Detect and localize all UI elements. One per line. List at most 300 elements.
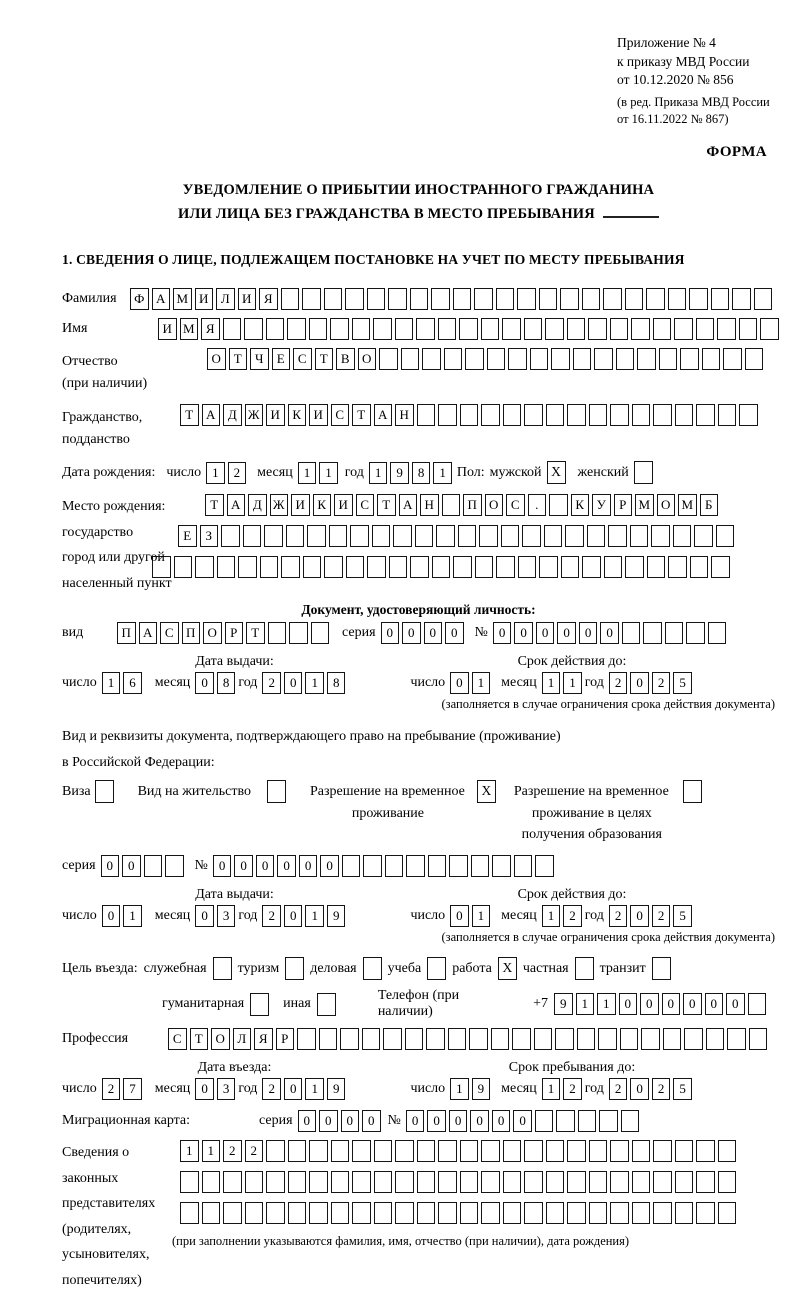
char-cell-empty[interactable] — [610, 1140, 629, 1162]
char-cell-filled[interactable]: У — [592, 494, 611, 516]
char-cell-empty[interactable] — [479, 525, 498, 547]
char-cell-filled[interactable]: 0 — [579, 622, 598, 644]
char-cell-empty[interactable] — [546, 1140, 565, 1162]
char-cell-filled[interactable]: 0 — [213, 855, 232, 877]
char-cell-filled[interactable]: 0 — [102, 905, 121, 927]
char-cell-filled[interactable]: 0 — [493, 622, 512, 644]
citizenship-cells[interactable] — [180, 404, 761, 426]
char-cell-empty[interactable] — [518, 556, 537, 578]
char-cell-empty[interactable] — [696, 318, 715, 340]
char-cell-filled[interactable]: А — [202, 404, 221, 426]
char-cell-filled[interactable]: С — [356, 494, 375, 516]
char-cell-empty[interactable] — [567, 1171, 586, 1193]
char-cell-filled[interactable]: 0 — [284, 1078, 303, 1100]
char-cell-filled[interactable]: И — [334, 494, 353, 516]
char-cell-empty[interactable] — [458, 525, 477, 547]
char-cell-empty[interactable] — [643, 622, 662, 644]
char-cell-empty[interactable] — [410, 556, 429, 578]
char-cell-empty[interactable] — [362, 1028, 381, 1050]
char-cell-filled[interactable]: 0 — [195, 672, 214, 694]
char-cell-filled[interactable]: 0 — [402, 622, 421, 644]
char-cell-filled[interactable]: И — [266, 404, 285, 426]
char-cell-empty[interactable] — [416, 318, 435, 340]
char-cell-empty[interactable] — [438, 1171, 457, 1193]
char-cell-filled[interactable]: . — [528, 494, 547, 516]
char-cell-empty[interactable] — [449, 855, 468, 877]
char-cell-filled[interactable]: С — [293, 348, 312, 370]
char-cell-empty[interactable] — [309, 1202, 328, 1224]
char-cell-empty[interactable] — [415, 525, 434, 547]
char-cell-filled[interactable]: Д — [223, 404, 242, 426]
char-cell-filled[interactable]: Р — [614, 494, 633, 516]
char-cell-empty[interactable] — [460, 1140, 479, 1162]
char-cell-empty[interactable] — [718, 1171, 737, 1193]
char-cell-empty[interactable] — [481, 1171, 500, 1193]
char-cell-empty[interactable] — [350, 525, 369, 547]
char-cell-empty[interactable] — [453, 556, 472, 578]
char-cell-empty[interactable] — [641, 1028, 660, 1050]
doc-issue-month[interactable] — [195, 672, 238, 694]
char-cell-empty[interactable] — [202, 1202, 221, 1224]
char-cell-empty[interactable] — [534, 1028, 553, 1050]
char-cell-filled[interactable]: 0 — [424, 622, 443, 644]
char-cell-filled[interactable]: 0 — [234, 855, 253, 877]
doc-expiry-year[interactable] — [609, 672, 695, 694]
char-cell-empty[interactable] — [245, 1202, 264, 1224]
char-cell-empty[interactable] — [565, 525, 584, 547]
char-cell-filled[interactable]: 0 — [299, 855, 318, 877]
char-cell-filled[interactable]: Т — [205, 494, 224, 516]
char-cell-filled[interactable]: 0 — [362, 1110, 381, 1132]
char-cell-empty[interactable] — [352, 1140, 371, 1162]
char-cell-empty[interactable] — [374, 1202, 393, 1224]
representatives-cells-row2[interactable] — [180, 1171, 739, 1193]
char-cell-filled[interactable]: О — [211, 1028, 230, 1050]
char-cell-empty[interactable] — [663, 1028, 682, 1050]
char-cell-empty[interactable] — [589, 1171, 608, 1193]
char-cell-filled[interactable]: 1 — [123, 905, 142, 927]
birthplace-cells-row2[interactable] — [178, 525, 737, 547]
char-cell-empty[interactable] — [174, 556, 193, 578]
char-cell-empty[interactable] — [438, 318, 457, 340]
char-cell-filled[interactable]: 9 — [554, 993, 573, 1015]
char-cell-empty[interactable] — [684, 1028, 703, 1050]
char-cell-empty[interactable] — [459, 318, 478, 340]
char-cell-empty[interactable] — [723, 348, 742, 370]
char-cell-empty[interactable] — [594, 348, 613, 370]
purpose-study-checkbox[interactable] — [427, 957, 446, 980]
char-cell-empty[interactable] — [388, 288, 407, 310]
char-cell-empty[interactable] — [675, 404, 694, 426]
char-cell-empty[interactable] — [481, 1202, 500, 1224]
char-cell-empty[interactable] — [217, 556, 236, 578]
char-cell-empty[interactable] — [717, 318, 736, 340]
char-cell-empty[interactable] — [496, 288, 515, 310]
char-cell-empty[interactable] — [319, 1028, 338, 1050]
birth-month-cells[interactable] — [298, 462, 341, 484]
char-cell-filled[interactable]: 0 — [450, 672, 469, 694]
residence-permit-checkbox[interactable] — [267, 780, 286, 803]
char-cell-empty[interactable] — [288, 1202, 307, 1224]
char-cell-empty[interactable] — [324, 288, 343, 310]
residence-issue-year[interactable] — [262, 905, 348, 927]
char-cell-filled[interactable]: 2 — [609, 672, 628, 694]
char-cell-filled[interactable]: 2 — [652, 1078, 671, 1100]
char-cell-empty[interactable] — [610, 404, 629, 426]
char-cell-filled[interactable]: Ф — [130, 288, 149, 310]
char-cell-empty[interactable] — [144, 855, 163, 877]
char-cell-empty[interactable] — [610, 318, 629, 340]
char-cell-empty[interactable] — [438, 1140, 457, 1162]
char-cell-filled[interactable]: 8 — [412, 462, 431, 484]
char-cell-empty[interactable] — [546, 1171, 565, 1193]
char-cell-empty[interactable] — [620, 1028, 639, 1050]
char-cell-filled[interactable]: Я — [254, 1028, 273, 1050]
sex-male-checkbox[interactable]: X — [547, 461, 566, 484]
char-cell-empty[interactable] — [560, 288, 579, 310]
purpose-other-checkbox[interactable] — [317, 993, 336, 1016]
char-cell-empty[interactable] — [324, 556, 343, 578]
char-cell-filled[interactable]: 2 — [262, 1078, 281, 1100]
surname-cells[interactable] — [130, 288, 775, 310]
char-cell-empty[interactable] — [621, 1110, 640, 1132]
temp-residence-checkbox[interactable]: X — [477, 780, 496, 803]
char-cell-empty[interactable] — [625, 288, 644, 310]
temp-residence-edu-checkbox[interactable] — [683, 780, 702, 803]
char-cell-empty[interactable] — [342, 855, 361, 877]
char-cell-filled[interactable]: 0 — [630, 672, 649, 694]
char-cell-filled[interactable]: С — [160, 622, 179, 644]
char-cell-filled[interactable]: П — [182, 622, 201, 644]
doc-kind-cells[interactable] — [117, 622, 332, 644]
char-cell-filled[interactable]: 5 — [673, 1078, 692, 1100]
char-cell-filled[interactable]: 3 — [217, 1078, 236, 1100]
char-cell-empty[interactable] — [739, 318, 758, 340]
char-cell-filled[interactable]: 0 — [557, 622, 576, 644]
char-cell-filled[interactable]: 3 — [217, 905, 236, 927]
purpose-private-checkbox[interactable] — [575, 957, 594, 980]
char-cell-empty[interactable] — [545, 318, 564, 340]
char-cell-empty[interactable] — [673, 525, 692, 547]
residence-expiry-year[interactable] — [609, 905, 695, 927]
char-cell-filled[interactable]: Р — [276, 1028, 295, 1050]
char-cell-filled[interactable]: 1 — [450, 1078, 469, 1100]
char-cell-empty[interactable] — [653, 318, 672, 340]
residence-number-cells[interactable] — [213, 855, 557, 877]
char-cell-empty[interactable] — [501, 525, 520, 547]
char-cell-filled[interactable]: К — [571, 494, 590, 516]
char-cell-empty[interactable] — [610, 1202, 629, 1224]
char-cell-filled[interactable]: 0 — [195, 905, 214, 927]
char-cell-empty[interactable] — [659, 348, 678, 370]
char-cell-filled[interactable]: 9 — [327, 1078, 346, 1100]
char-cell-empty[interactable] — [745, 348, 764, 370]
char-cell-empty[interactable] — [647, 556, 666, 578]
char-cell-empty[interactable] — [288, 1140, 307, 1162]
char-cell-empty[interactable] — [651, 525, 670, 547]
char-cell-empty[interactable] — [289, 622, 308, 644]
char-cell-empty[interactable] — [674, 318, 693, 340]
char-cell-filled[interactable]: А — [399, 494, 418, 516]
char-cell-empty[interactable] — [481, 318, 500, 340]
char-cell-filled[interactable]: 1 — [472, 672, 491, 694]
char-cell-filled[interactable]: Л — [216, 288, 235, 310]
char-cell-empty[interactable] — [696, 1140, 715, 1162]
char-cell-empty[interactable] — [653, 1202, 672, 1224]
char-cell-filled[interactable]: 1 — [542, 905, 561, 927]
char-cell-empty[interactable] — [438, 1202, 457, 1224]
char-cell-empty[interactable] — [223, 1171, 242, 1193]
char-cell-filled[interactable]: 2 — [563, 905, 582, 927]
char-cell-filled[interactable]: 0 — [298, 1110, 317, 1132]
char-cell-empty[interactable] — [632, 1171, 651, 1193]
char-cell-empty[interactable] — [690, 556, 709, 578]
char-cell-empty[interactable] — [309, 1140, 328, 1162]
char-cell-filled[interactable]: Е — [272, 348, 291, 370]
char-cell-filled[interactable]: 0 — [341, 1110, 360, 1132]
char-cell-empty[interactable] — [363, 855, 382, 877]
char-cell-filled[interactable]: К — [288, 404, 307, 426]
char-cell-empty[interactable] — [395, 318, 414, 340]
char-cell-empty[interactable] — [711, 556, 730, 578]
representatives-cells-row1[interactable] — [180, 1140, 739, 1162]
char-cell-empty[interactable] — [432, 556, 451, 578]
char-cell-filled[interactable]: 0 — [427, 1110, 446, 1132]
char-cell-empty[interactable] — [696, 1202, 715, 1224]
char-cell-filled[interactable]: 0 — [284, 905, 303, 927]
char-cell-empty[interactable] — [539, 288, 558, 310]
entry-day[interactable] — [102, 1078, 145, 1100]
char-cell-filled[interactable]: Т — [190, 1028, 209, 1050]
char-cell-filled[interactable]: 0 — [630, 905, 649, 927]
char-cell-empty[interactable] — [180, 1171, 199, 1193]
char-cell-empty[interactable] — [630, 525, 649, 547]
char-cell-empty[interactable] — [668, 556, 687, 578]
char-cell-empty[interactable] — [266, 1171, 285, 1193]
char-cell-filled[interactable]: В — [336, 348, 355, 370]
purpose-transit-checkbox[interactable] — [652, 957, 671, 980]
char-cell-empty[interactable] — [417, 1140, 436, 1162]
char-cell-empty[interactable] — [492, 855, 511, 877]
char-cell-filled[interactable]: 0 — [319, 1110, 338, 1132]
birth-day-cells[interactable] — [206, 462, 249, 484]
char-cell-filled[interactable]: 0 — [662, 993, 681, 1015]
char-cell-filled[interactable]: С — [331, 404, 350, 426]
char-cell-empty[interactable] — [665, 622, 684, 644]
char-cell-filled[interactable]: С — [168, 1028, 187, 1050]
char-cell-empty[interactable] — [268, 622, 287, 644]
char-cell-filled[interactable]: 2 — [563, 1078, 582, 1100]
char-cell-empty[interactable] — [266, 1140, 285, 1162]
char-cell-filled[interactable]: 0 — [195, 1078, 214, 1100]
char-cell-empty[interactable] — [567, 318, 586, 340]
char-cell-empty[interactable] — [546, 1202, 565, 1224]
char-cell-empty[interactable] — [616, 348, 635, 370]
phone-cells[interactable] — [554, 993, 769, 1015]
char-cell-filled[interactable]: 0 — [536, 622, 555, 644]
char-cell-filled[interactable]: 1 — [563, 672, 582, 694]
char-cell-empty[interactable] — [243, 525, 262, 547]
char-cell-empty[interactable] — [706, 1028, 725, 1050]
char-cell-filled[interactable]: 0 — [470, 1110, 489, 1132]
char-cell-empty[interactable] — [460, 1202, 479, 1224]
char-cell-filled[interactable]: 9 — [327, 905, 346, 927]
char-cell-empty[interactable] — [632, 1202, 651, 1224]
char-cell-empty[interactable] — [286, 525, 305, 547]
char-cell-filled[interactable]: 8 — [327, 672, 346, 694]
char-cell-empty[interactable] — [749, 1028, 768, 1050]
char-cell-filled[interactable]: Н — [395, 404, 414, 426]
char-cell-empty[interactable] — [502, 318, 521, 340]
char-cell-filled[interactable]: 0 — [284, 672, 303, 694]
char-cell-empty[interactable] — [524, 1140, 543, 1162]
char-cell-empty[interactable] — [417, 1171, 436, 1193]
char-cell-filled[interactable]: М — [635, 494, 654, 516]
char-cell-empty[interactable] — [266, 318, 285, 340]
char-cell-filled[interactable]: А — [139, 622, 158, 644]
char-cell-empty[interactable] — [625, 556, 644, 578]
char-cell-empty[interactable] — [696, 1171, 715, 1193]
char-cell-empty[interactable] — [165, 855, 184, 877]
char-cell-empty[interactable] — [202, 1171, 221, 1193]
char-cell-filled[interactable]: 5 — [673, 905, 692, 927]
char-cell-filled[interactable]: 0 — [122, 855, 141, 877]
char-cell-filled[interactable]: Я — [259, 288, 278, 310]
char-cell-empty[interactable] — [367, 556, 386, 578]
char-cell-empty[interactable] — [471, 855, 490, 877]
char-cell-empty[interactable] — [503, 1140, 522, 1162]
char-cell-empty[interactable] — [352, 318, 371, 340]
char-cell-empty[interactable] — [302, 288, 321, 310]
char-cell-empty[interactable] — [223, 1202, 242, 1224]
char-cell-empty[interactable] — [340, 1028, 359, 1050]
char-cell-empty[interactable] — [309, 318, 328, 340]
char-cell-empty[interactable] — [535, 855, 554, 877]
doc-expiry-month[interactable] — [542, 672, 585, 694]
char-cell-empty[interactable] — [474, 288, 493, 310]
char-cell-filled[interactable]: 2 — [652, 672, 671, 694]
char-cell-empty[interactable] — [405, 1028, 424, 1050]
char-cell-filled[interactable]: 0 — [450, 905, 469, 927]
char-cell-empty[interactable] — [481, 1140, 500, 1162]
profession-cells[interactable] — [168, 1028, 770, 1050]
char-cell-filled[interactable]: 2 — [262, 905, 281, 927]
char-cell-empty[interactable] — [653, 1171, 672, 1193]
char-cell-filled[interactable]: Р — [225, 622, 244, 644]
char-cell-empty[interactable] — [610, 1171, 629, 1193]
char-cell-empty[interactable] — [675, 1171, 694, 1193]
char-cell-empty[interactable] — [195, 556, 214, 578]
char-cell-empty[interactable] — [331, 1171, 350, 1193]
char-cell-filled[interactable]: Ж — [245, 404, 264, 426]
char-cell-empty[interactable] — [180, 1202, 199, 1224]
char-cell-empty[interactable] — [453, 288, 472, 310]
char-cell-empty[interactable] — [260, 556, 279, 578]
residence-expiry-day[interactable] — [450, 905, 493, 927]
visa-checkbox[interactable] — [95, 780, 114, 803]
char-cell-filled[interactable]: И — [158, 318, 177, 340]
char-cell-empty[interactable] — [694, 525, 713, 547]
char-cell-empty[interactable] — [561, 556, 580, 578]
char-cell-empty[interactable] — [287, 318, 306, 340]
char-cell-filled[interactable]: Т — [229, 348, 248, 370]
char-cell-filled[interactable]: О — [485, 494, 504, 516]
char-cell-empty[interactable] — [555, 1028, 574, 1050]
char-cell-filled[interactable]: О — [203, 622, 222, 644]
char-cell-filled[interactable]: 0 — [449, 1110, 468, 1132]
char-cell-empty[interactable] — [708, 622, 727, 644]
char-cell-empty[interactable] — [589, 1202, 608, 1224]
char-cell-empty[interactable] — [281, 288, 300, 310]
char-cell-filled[interactable]: И — [195, 288, 214, 310]
char-cell-empty[interactable] — [589, 404, 608, 426]
char-cell-filled[interactable]: 1 — [542, 672, 561, 694]
residence-expiry-month[interactable] — [542, 905, 585, 927]
char-cell-empty[interactable] — [330, 318, 349, 340]
sex-female-checkbox[interactable] — [634, 461, 653, 484]
char-cell-filled[interactable]: 8 — [217, 672, 236, 694]
char-cell-filled[interactable]: 1 — [597, 993, 616, 1015]
char-cell-filled[interactable]: 9 — [390, 462, 409, 484]
char-cell-filled[interactable]: Т — [315, 348, 334, 370]
char-cell-empty[interactable] — [422, 348, 441, 370]
char-cell-empty[interactable] — [603, 288, 622, 310]
char-cell-filled[interactable]: Н — [420, 494, 439, 516]
char-cell-filled[interactable]: 0 — [492, 1110, 511, 1132]
char-cell-filled[interactable]: 2 — [228, 462, 247, 484]
char-cell-filled[interactable]: 0 — [320, 855, 339, 877]
char-cell-empty[interactable] — [680, 348, 699, 370]
char-cell-empty[interactable] — [345, 288, 364, 310]
char-cell-empty[interactable] — [604, 556, 623, 578]
birthplace-cells-row3[interactable] — [152, 556, 733, 578]
char-cell-empty[interactable] — [535, 1110, 554, 1132]
char-cell-empty[interactable] — [556, 1110, 575, 1132]
char-cell-empty[interactable] — [307, 525, 326, 547]
char-cell-empty[interactable] — [727, 1028, 746, 1050]
purpose-business-checkbox[interactable] — [363, 957, 382, 980]
char-cell-filled[interactable]: К — [313, 494, 332, 516]
char-cell-empty[interactable] — [238, 556, 257, 578]
doc-expiry-day[interactable] — [450, 672, 493, 694]
char-cell-empty[interactable] — [309, 1171, 328, 1193]
char-cell-filled[interactable]: 2 — [652, 905, 671, 927]
char-cell-empty[interactable] — [599, 1110, 618, 1132]
char-cell-empty[interactable] — [508, 348, 527, 370]
char-cell-filled[interactable]: 2 — [245, 1140, 264, 1162]
char-cell-empty[interactable] — [546, 404, 565, 426]
purpose-work-checkbox[interactable]: X — [498, 957, 517, 980]
char-cell-filled[interactable]: Т — [180, 404, 199, 426]
char-cell-filled[interactable]: О — [358, 348, 377, 370]
char-cell-empty[interactable] — [512, 1028, 531, 1050]
char-cell-empty[interactable] — [522, 525, 541, 547]
char-cell-filled[interactable]: 0 — [726, 993, 745, 1015]
stay-month[interactable] — [542, 1078, 585, 1100]
char-cell-filled[interactable]: Ч — [250, 348, 269, 370]
char-cell-empty[interactable] — [544, 525, 563, 547]
char-cell-filled[interactable]: Б — [700, 494, 719, 516]
birth-year-cells[interactable] — [369, 462, 455, 484]
char-cell-filled[interactable]: 0 — [256, 855, 275, 877]
char-cell-filled[interactable]: 1 — [305, 905, 324, 927]
char-cell-filled[interactable]: 0 — [705, 993, 724, 1015]
char-cell-filled[interactable]: 2 — [223, 1140, 242, 1162]
char-cell-filled[interactable]: 2 — [102, 1078, 121, 1100]
char-cell-empty[interactable] — [711, 288, 730, 310]
char-cell-empty[interactable] — [589, 1140, 608, 1162]
doc-issue-day[interactable] — [102, 672, 145, 694]
